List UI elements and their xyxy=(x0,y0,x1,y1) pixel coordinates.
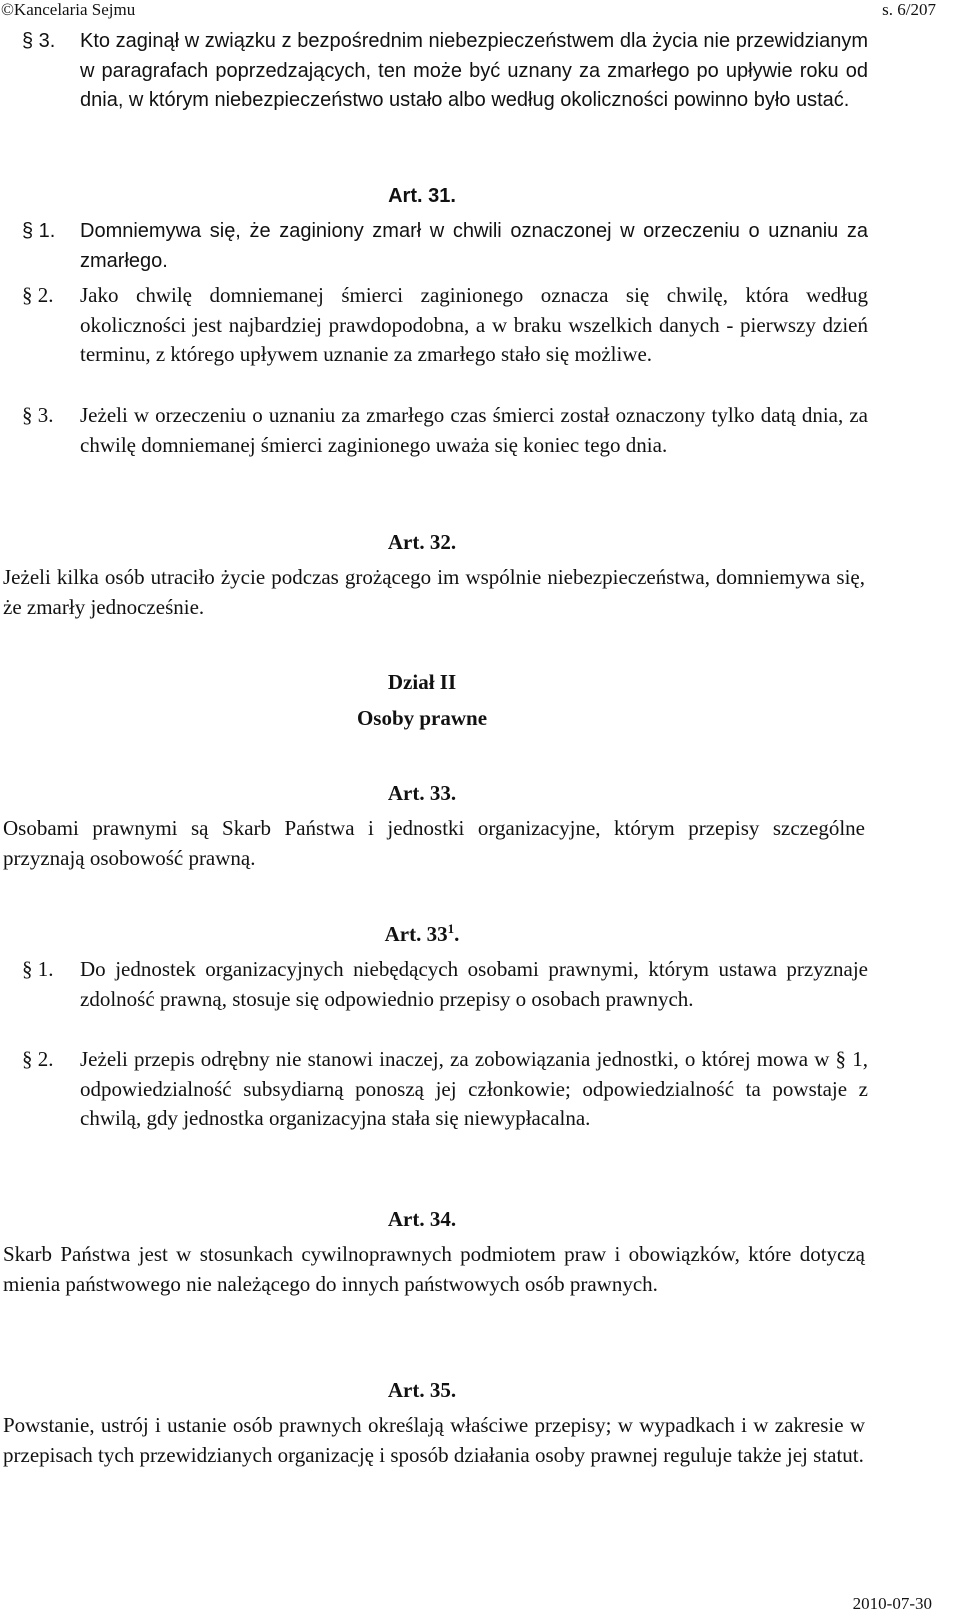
article-32-heading: Art. 32. xyxy=(387,530,457,554)
article-30-paragraph-3 xyxy=(22,27,868,116)
article-34-heading: Art. 34. xyxy=(387,1207,457,1231)
paragraph-mark: § 1. xyxy=(22,957,54,981)
paragraph-mark: § 1. xyxy=(22,220,56,242)
article-32-text: Jeżeli kilka osób utraciło życie podczas grożącego im wspólnie niebezpieczeństwa, domniemywa się, że zmarły jednocześnie. xyxy=(3,565,865,619)
heading-base: Art. 33 xyxy=(384,922,448,946)
paragraph-text: Kto zaginął w związku z bezpośrednim niebezpieczeństwem dla życia nie przewidzianym w paragrafach poprzedzających, ten może być uznany za zmarłego po upływie roku od dnia, w którym niebezpieczeństwo ustało albo według okoliczności powinno było ustać. xyxy=(80,30,868,111)
article-33-1-heading xyxy=(0,920,844,948)
article-33-1-paragraph-1 xyxy=(22,955,868,1014)
division-heading: Dział II xyxy=(387,670,457,694)
paragraph-mark: § 2. xyxy=(22,1047,54,1071)
header-publisher: ©Kancelaria Sejmu xyxy=(1,0,136,19)
paragraph-text: Do jednostek organizacyjnych niebędących osobami prawnymi, którym ustawa przyznaje zdolność prawną, stosuje się odpowiednio przepisy o osobach prawnych. xyxy=(80,957,868,1011)
paragraph-text: Jeżeli w orzeczeniu o uznaniu za zmarłego czas śmierci został oznaczony tylko datą dnia, za chwilę domniemanej śmierci zaginionego uważa się koniec tego dnia. xyxy=(80,403,868,457)
article-35-heading: Art. 35. xyxy=(387,1378,457,1402)
article-31-heading: Art. 31. xyxy=(388,185,456,207)
heading-suffix: . xyxy=(454,922,460,946)
division-title: Osoby prawne xyxy=(356,706,488,730)
article-33-text: Osobami prawnymi są Skarb Państwa i jednostki organizacyjne, którym przepisy szczególne przyznają osobowość prawną. xyxy=(3,816,865,870)
paragraph-text: Jeżeli przepis odrębny nie stanowi inaczej, za zobowiązania jednostki, o której mowa w § 1, odpowiedzialność subsydiarną ponoszą jej członkowie; odpowiedzialność ta powstaje z chwilą, gdy jednostka organizacyjna stała się niewypłacalna. xyxy=(80,1047,868,1130)
paragraph-mark: § 3. xyxy=(22,30,56,52)
paragraph-text: Domniemywa się, że zaginiony zmarł w chwili oznaczonej w orzeczeniu o uznaniu za zmarłego. xyxy=(80,220,868,272)
article-33-heading: Art. 33. xyxy=(387,781,457,805)
article-31-paragraph-3 xyxy=(22,401,868,460)
article-31-paragraph-2 xyxy=(22,281,868,370)
article-31-paragraph-1 xyxy=(22,217,868,276)
heading-superscript: 1 xyxy=(447,921,455,936)
paragraph-mark: § 3. xyxy=(22,403,54,427)
article-33-1-paragraph-2 xyxy=(22,1045,868,1134)
article-34-text: Skarb Państwa jest w stosunkach cywilnoprawnych podmiotem praw i obowiązków, które dotyczą mienia państwowego nie należącego do innych państwowych osób prawnych. xyxy=(3,1242,865,1296)
article-35-text: Powstanie, ustrój i ustanie osób prawnych określają właściwe przepisy; w wypadkach i w zakresie w przepisach tych przewidzianych organizację i sposób działania osoby prawnej reguluje także jej statut. xyxy=(3,1413,865,1467)
header-page-number: s. 6/207 xyxy=(882,0,936,19)
paragraph-mark: § 2. xyxy=(22,283,54,307)
paragraph-text: Jako chwilę domniemanej śmierci zaginionego oznacza się chwilę, która według okoliczności jest najbardziej prawdopodobna, a w braku wszelkich danych - pierwszy dzień terminu, z którego upływem uznanie za zmarłego stało się możliwe. xyxy=(80,283,868,366)
footer-date: 2010-07-30 xyxy=(852,1594,932,1613)
